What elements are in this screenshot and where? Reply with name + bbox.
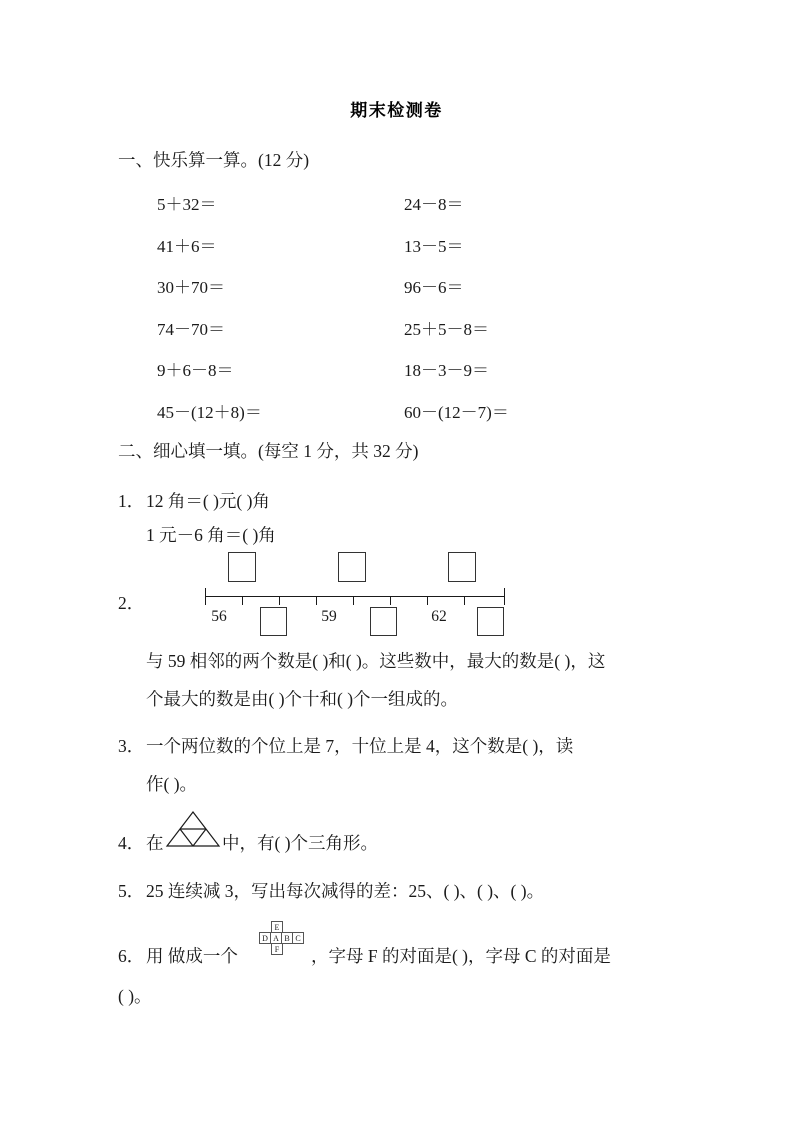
number-line-tick [464, 596, 465, 605]
question-3-line-1: 一个两位数的个位上是 7，十位上是 4，这个数是( )，读 [146, 736, 574, 756]
question-number-5: 5． [118, 881, 145, 901]
cube-net-cell-row-2: B [281, 932, 293, 944]
question-6-suffix: ，字母 F 的对面是( )，字母 C 的对面是 [311, 946, 611, 966]
calc-problem: 96－6＝ [404, 278, 464, 297]
cube-net-cell-bottom: F [271, 943, 283, 955]
number-line-answer-box-above[interactable] [448, 552, 476, 582]
triangle-svg [165, 810, 221, 848]
question-4-suffix: 中，有( )个三角形。 [222, 833, 379, 853]
number-line-tick [205, 596, 206, 605]
number-line-label: 56 [211, 608, 227, 625]
number-line-tick [242, 596, 243, 605]
calc-problem: 74－70＝ [157, 320, 225, 339]
calc-problem: 45－(12＋8)＝ [157, 403, 262, 422]
question-4-prefix: 在 [146, 833, 164, 853]
number-line-answer-box-below[interactable] [260, 607, 287, 636]
section-heading-2: 二、细心填一填。(每空 1 分，共 32 分) [118, 441, 419, 461]
question-number-3: 3． [118, 736, 145, 756]
question-5-line-1: 25 连续减 3，写出每次减得的差：25、( )、( )、( )。 [146, 881, 545, 901]
number-line-tick [279, 596, 280, 605]
calc-problem: 9＋6－8＝ [157, 361, 234, 380]
question-number-1: 1． [118, 491, 145, 511]
question-2-line-1: 与 59 相邻的两个数是( )和( )。这些数中，最大的数是( )，这 [146, 651, 606, 671]
number-line-figure [205, 552, 505, 630]
number-line-label: 62 [431, 608, 447, 625]
calc-problem: 25＋5－8＝ [404, 320, 489, 339]
calc-problem: 5＋32＝ [157, 195, 217, 214]
question-2-line-2: 个最大的数是由( )个十和( )个一组成的。 [146, 689, 459, 709]
calc-problem: 30＋70＝ [157, 278, 225, 297]
number-line-axis [205, 596, 505, 597]
number-line-answer-box-below[interactable] [477, 607, 504, 636]
number-line-tick [390, 596, 391, 605]
cube-net-figure [259, 921, 305, 957]
number-line-tick [504, 596, 505, 605]
question-3-line-2: 作( )。 [146, 774, 198, 794]
calc-problem: 41＋6＝ [157, 237, 217, 256]
number-line-answer-box-above[interactable] [228, 552, 256, 582]
cube-net-cell-row-1: A [270, 932, 282, 944]
cube-net-cell-row-3: C [292, 932, 304, 944]
question-number-2: 2． [118, 593, 145, 613]
question-6-prefix: 用 做成一个 [146, 946, 238, 966]
calc-problem: 18－3－9＝ [404, 361, 489, 380]
cube-net-cell-top: E [271, 921, 283, 933]
number-line-tick [316, 596, 317, 605]
question-number-6: 6． [118, 946, 145, 966]
question-number-4: 4． [118, 833, 145, 853]
number-line-tick [427, 596, 428, 605]
cube-net-cell-row-0: D [259, 932, 271, 944]
section-heading-1: 一、快乐算一算。(12 分) [118, 150, 310, 170]
number-line-tick [353, 596, 354, 605]
subdivided-triangle-figure [165, 810, 221, 848]
question-1-line-2: 1 元－6 角＝( )角 [146, 525, 276, 545]
number-line-label: 59 [321, 608, 337, 625]
question-6-line-2: ( )。 [118, 986, 152, 1006]
calc-problem: 60－(12－7)＝ [404, 403, 509, 422]
calc-problem: 24－8＝ [404, 195, 464, 214]
calc-problem: 13－5＝ [404, 237, 464, 256]
number-line-answer-box-below[interactable] [370, 607, 397, 636]
number-line-answer-box-above[interactable] [338, 552, 366, 582]
page-title: 期末检测卷 [350, 101, 443, 121]
question-1-line-1: 12 角＝( )元( )角 [146, 491, 270, 511]
